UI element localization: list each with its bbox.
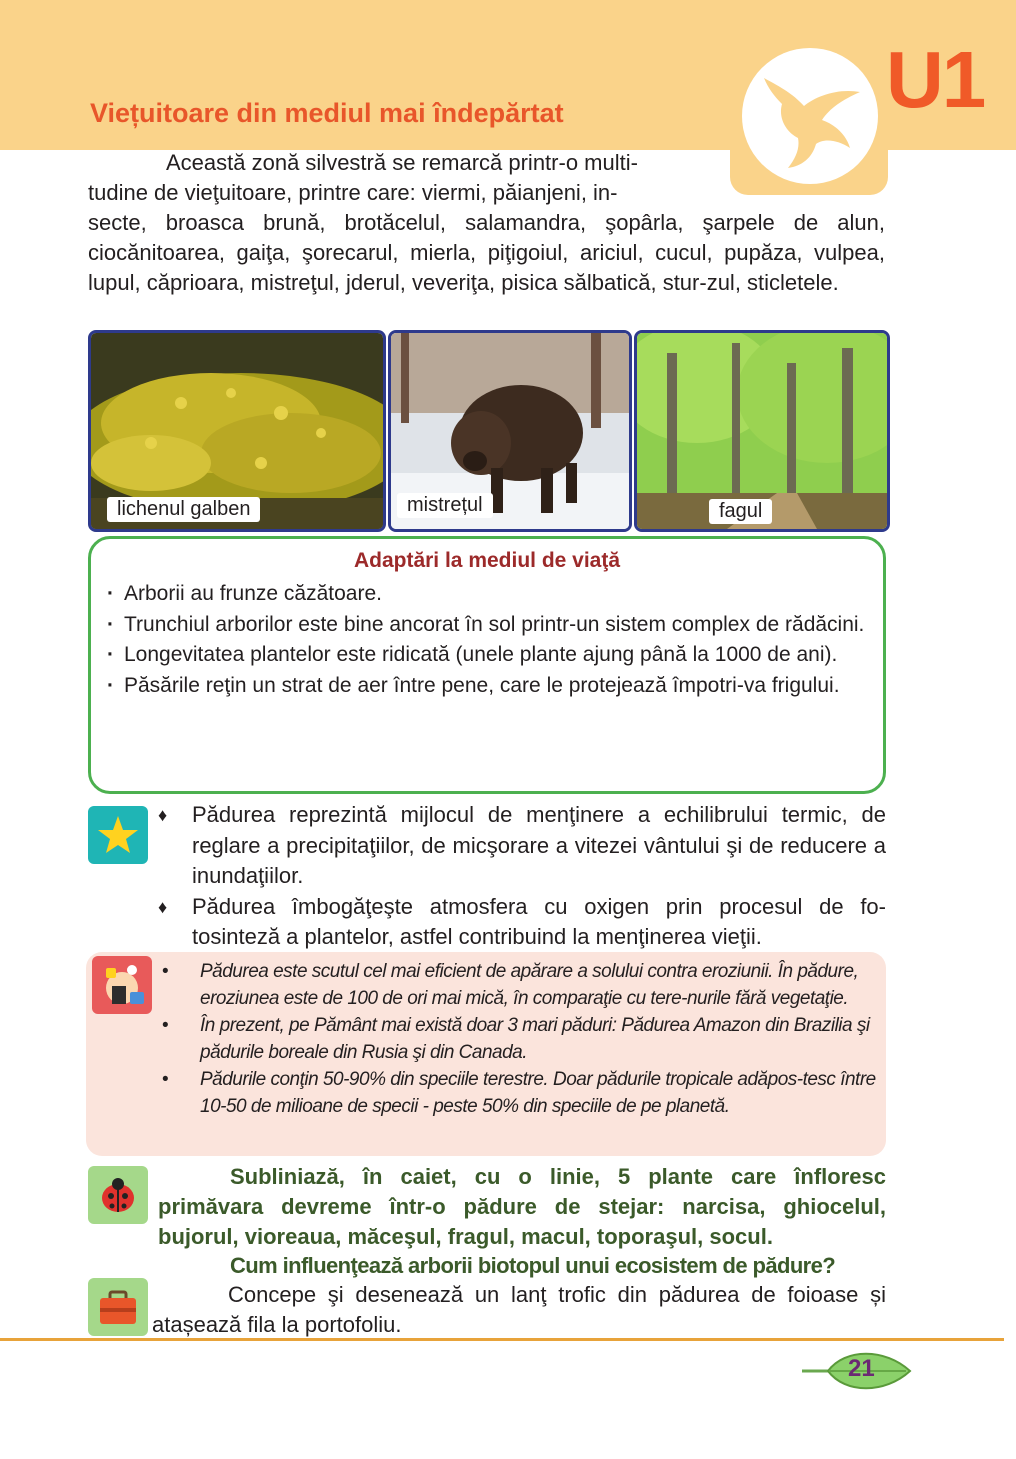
idea-icon — [92, 956, 152, 1014]
bottom-rule — [0, 1338, 1004, 1341]
intro-paragraph — [88, 148, 885, 298]
adaptations-title: Adaptări la mediul de viaţă — [353, 549, 621, 572]
adaptation-item: · Trunchiul arborilor este bine ancorat în sol printr-un sistem complex de rădăcini. — [107, 610, 869, 641]
activity-text: Concepe şi desenează un lanţ trofic din pădurea de foioase și atașează fila la portofoliu. — [152, 1282, 886, 1337]
info-item: • Pădurile conţin 50-90% din speciile terestre. Doar pădurile tropicale adăpos-tesc între 10-50 de milioane de specii - peste 50% din speciile de pe planetă. — [158, 1066, 878, 1120]
info-list — [158, 958, 878, 1120]
photo-caption: mistrețul — [397, 493, 493, 518]
intro-line-1: Această zonă silvestră se remarcă printr-o multi- — [166, 150, 638, 175]
photo-lichen — [88, 330, 386, 532]
photo-wild-boar — [388, 330, 632, 532]
intro-line-2: tudine de vieţuitoare, printre care: viermi, păianjeni, in- — [88, 180, 618, 205]
photo-caption: fagul — [709, 499, 772, 524]
adaptations-list — [107, 579, 869, 701]
photo-caption: lichenul galben — [107, 497, 260, 522]
page-title: Viețuitoare din mediul mai îndepărtat — [90, 98, 564, 128]
fact-item: ♦ Pădurea reprezintă mijlocul de menţinere a echilibrului termic, de reglare a precipitaţiilor, de micşorare a vitezei vântului şi de reducere a inundaţiilor. — [158, 800, 886, 892]
unit-label: U1 — [886, 35, 985, 124]
info-item: • În prezent, pe Pământ mai există doar 3 mari păduri: Pădurea Amazon din Brazilia şi pădurile boreale din Rusia şi din Canada. — [158, 1012, 878, 1066]
adaptation-item: · Arborii au frunze căzătoare. — [107, 579, 869, 610]
facts-list — [158, 800, 886, 953]
briefcase-icon — [88, 1278, 148, 1336]
info-item: • Pădurea este scutul cel mai eficient de apărare a solului contra eroziunii. În pădure, eroziunea este de 100 de ori mai mică, în comparaţie cu tere-nurile fără vegetaţie. — [158, 958, 878, 1012]
page-number: 21 — [848, 1355, 875, 1382]
intro-rest: secte, broasca brună, brotăcelul, salamandra, şopârla, şarpele de alun, ciocănitoarea, gaiţa, şorecarul, mierla, piţigoiul, ariciul, cucul, pupăza, vulpea, lupul, căprioara, mistreţul, jderul, veveriţa, pisica sălbatică, stur-zul, sticletele. — [88, 210, 885, 295]
question-text: Cum influenţează arborii biotopul unui ecosistem de pădure? — [230, 1253, 836, 1278]
ladybug-icon — [88, 1166, 148, 1224]
task-text: Subliniază, în caiet, cu o linie, 5 plante care înfloresc primăvara devreme într-o pădure de stejar: narcisa, ghiocelul, bujorul, vioreaua, măceşul, fragul, macul, toporaşul, socul. — [158, 1164, 886, 1249]
star-icon — [88, 806, 148, 864]
photo-beech — [634, 330, 890, 532]
adaptation-item: · Păsările reţin un strat de aer între pene, care le protejează împotri-va frigului. — [107, 671, 869, 702]
adaptations-box — [88, 536, 886, 794]
fact-item: ♦ Pădurea îmbogăţeşte atmosfera cu oxigen prin procesul de fo-tosinteză a plantelor, astfel contribuind la menţinerea vieţii. — [158, 892, 886, 953]
adaptation-item: · Longevitatea plantelor este ridicată (unele plante ajung până la 1000 de ani). — [107, 640, 869, 671]
